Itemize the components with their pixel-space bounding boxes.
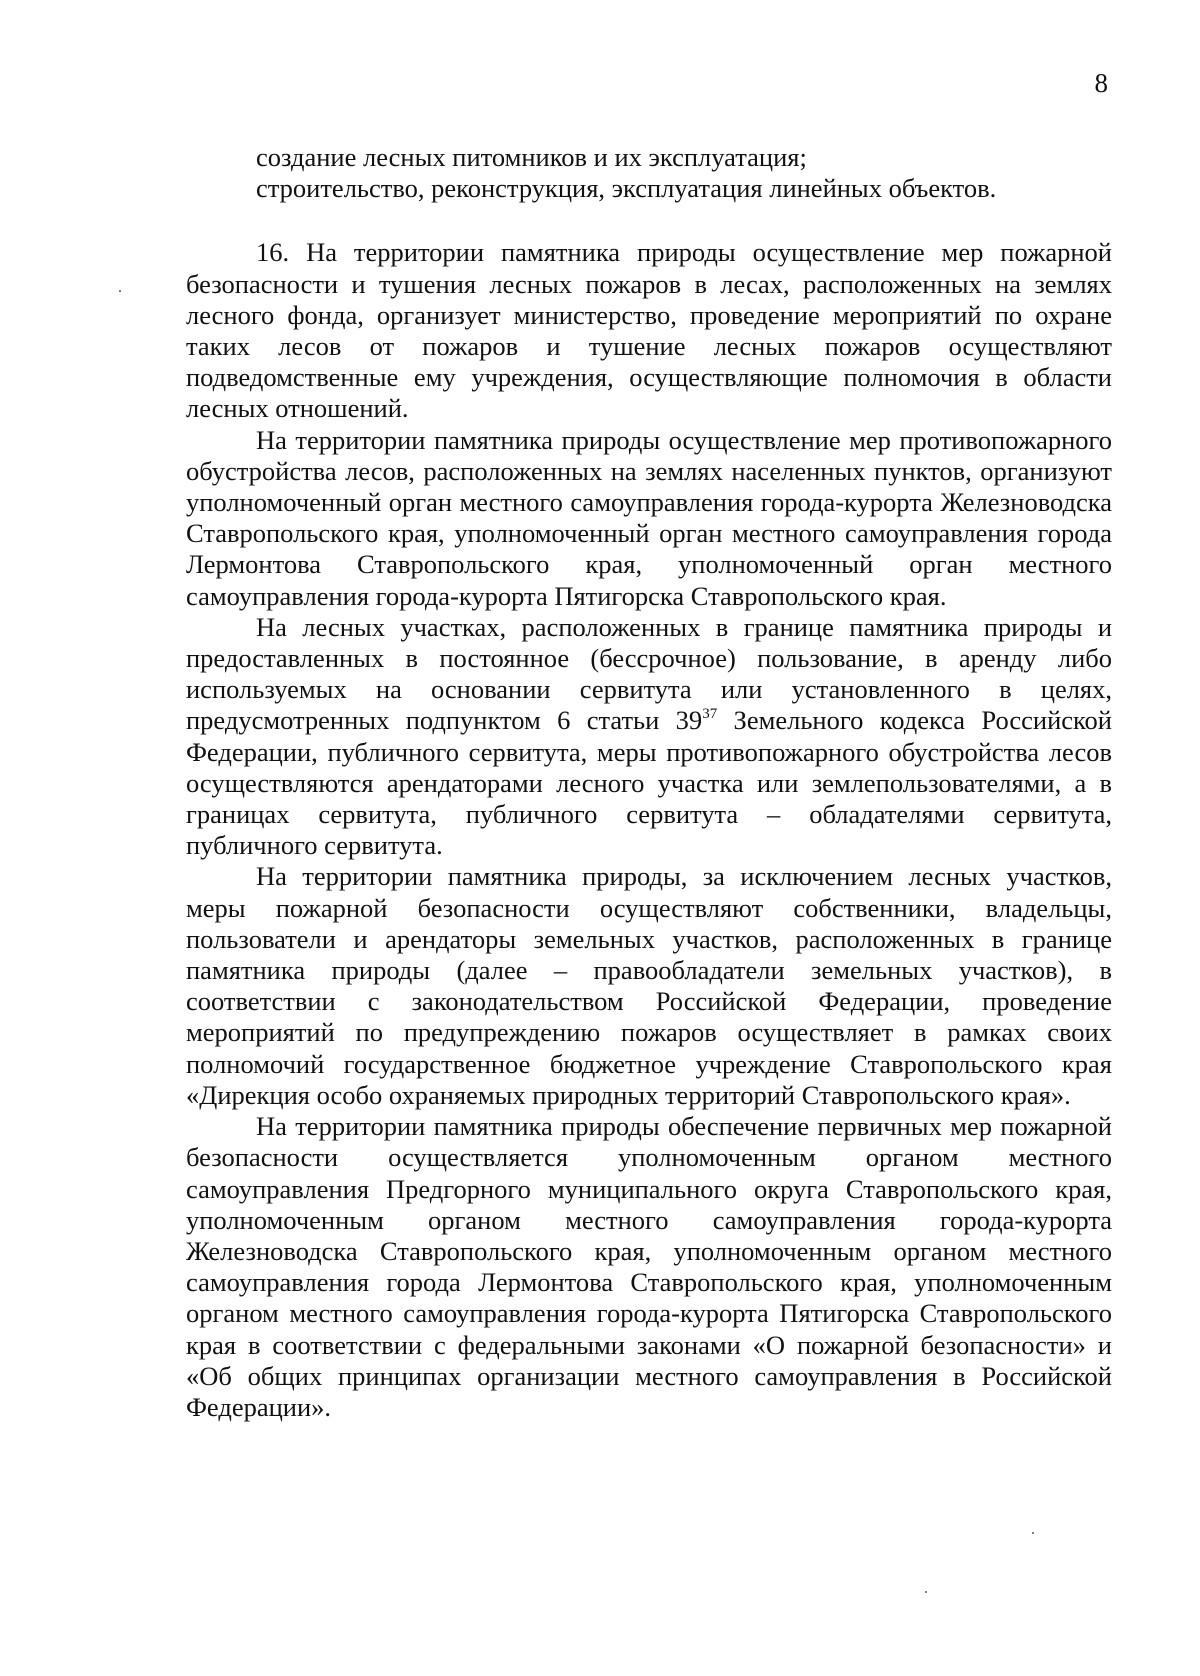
paragraph-text: На лесных участках, расположенных в границе памятника природы и предоставленных в постоянное (бессрочное) пользование, в аренду либо используемых на основании сервитута или установленного в целях, предусмотренных подпунктом 6 статьи 39 bbox=[186, 611, 1112, 736]
document-body bbox=[186, 142, 1112, 1423]
paragraph: На территории памятника природы осуществление мер противопожарного обустройства лесов, расположенных на землях населенных пунктов, организуют уполномоченный орган местного самоуправления города-курорта Железноводска Ставропольского края, уполномоченный орган местного самоуправления города Лермонтова Ставропольского края, уполномоченный орган местного самоуправления города-курорта Пятигорска Ставропольского края. bbox=[186, 424, 1112, 611]
paragraph-gap bbox=[186, 204, 1112, 237]
scan-speck bbox=[925, 1591, 927, 1593]
scan-speck bbox=[1032, 1532, 1034, 1534]
paragraph: На территории памятника природы, за исключением лесных участков, меры пожарной безопасности осуществляют собственники, владельцы, пользователи и арендаторы земельных участков, расположенных в границе памятника природы (далее – правообладатели земельных участков), в соответствии с законодательством Российской Федерации, проведение мероприятий по предупреждению пожаров осуществляет в рамках своих полномочий государственное бюджетное учреждение Ставропольского края «Дирекция особо охраняемых природных территорий Ставропольского края». bbox=[186, 861, 1112, 1110]
page-number: 8 bbox=[1094, 68, 1108, 98]
paragraph: На территории памятника природы обеспечение первичных мер пожарной безопасности осуществляется уполномоченным органом местного самоуправления Предгорного муниципального округа Ставропольского края, уполномоченным органом местного самоуправления города-курорта Железноводска Ставропольского края, уполномоченным органом местного самоуправления города Лермонтова Ставропольского края, уполномоченным органом местного самоуправления города-курорта Пятигорска Ставропольского края в соответствии с федеральными законами «О пожарной безопасности» и «Об общих принципах организации местного самоуправления в Российской Федерации». bbox=[186, 1111, 1112, 1422]
list-item: создание лесных питомников и их эксплуатация; bbox=[256, 142, 807, 172]
list-item: строительство, реконструкция, эксплуатация линейных объектов. bbox=[256, 173, 997, 204]
paragraph-text: Земельного кодекса Российской Федерации, публичного сервитута, меры противопожарного обустройства лесов осуществляются арендаторами лесного участка или землепользователями, а в границах сервитута, публичного сервитута – обладателями сервитута, публичного сервитута. bbox=[186, 705, 1112, 861]
scan-speck bbox=[119, 290, 121, 292]
paragraph-16: 16. На территории памятника природы осуществление мер пожарной безопасности и тушения лесных пожаров в лесах, расположенных на землях лесного фонда, организует министерство, проведение мероприятий по охране таких лесов от пожаров и тушение лесных пожаров осуществляют подведомственные ему учреждения, осуществляющие полномочия в области лесных отношений. bbox=[186, 237, 1112, 424]
paragraph bbox=[186, 612, 1112, 862]
superscript: 37 bbox=[702, 706, 718, 723]
